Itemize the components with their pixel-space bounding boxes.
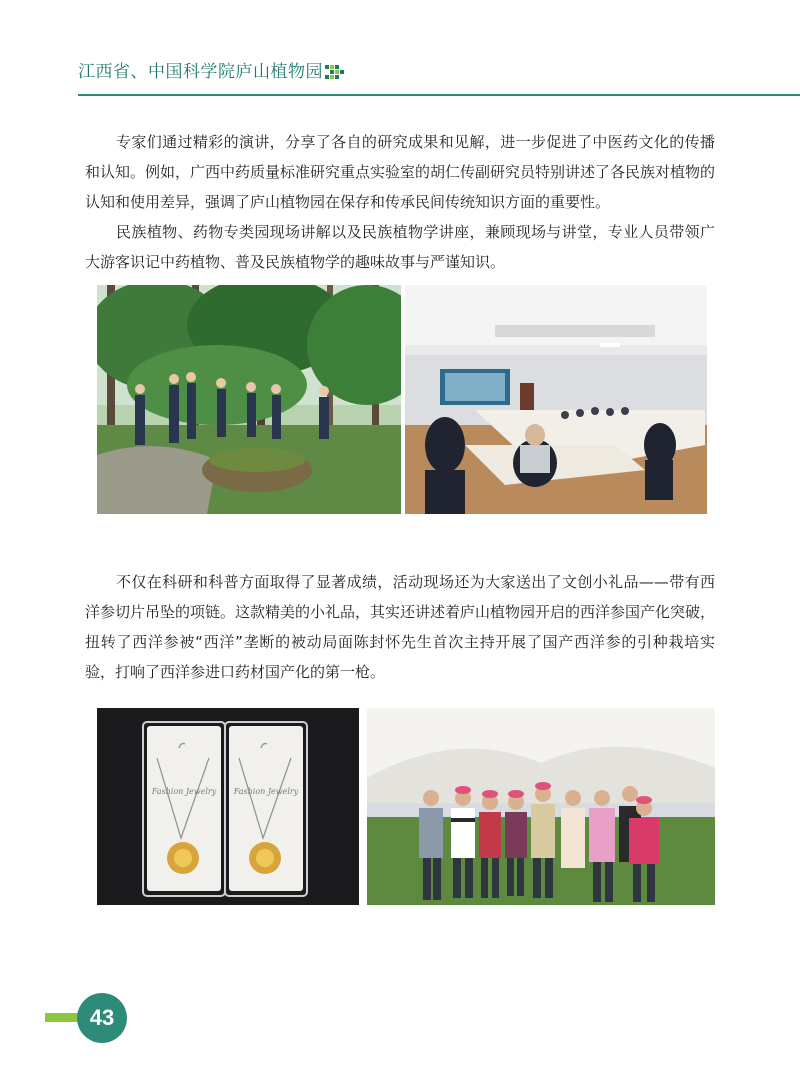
header-title: 江西省、中国科学院庐山植物园 (78, 62, 323, 82)
body-paragraph-3: 不仅在科研和科普方面取得了显著成绩，活动现场还为大家送出了文创小礼品——带有西洋参切片吊坠的项链。这款精美的小礼品，其实还讲述着庐山植物园开启的西洋参国产化突破，扭转了西洋参被“西洋”垄断的被动局面陈封怀先生首次主持开展了国产西洋参的引种栽培实验，打响了西洋参进口药材国产化的第一枪。 (85, 573, 716, 681)
header-divider (78, 94, 800, 96)
pendant-card-label: Fashion Jewelry (151, 787, 217, 796)
chevron-pattern-icon (325, 63, 347, 81)
photo-garden-tour (97, 285, 401, 514)
page-number: 43 (77, 993, 127, 1043)
pendant-card-label: Fashion Jewelry (233, 787, 299, 796)
photo-pendant-necklaces (97, 708, 359, 905)
body-paragraph-2: 民族植物、药物专类园现场讲解以及民族植物学讲座，兼顾现场与讲堂，专业人员带领广大游客识记中药植物、普及民族植物学的趣味故事与严谨知识。 (85, 223, 715, 271)
photo-group-tent (367, 708, 715, 905)
photo-lecture-room (405, 285, 707, 514)
body-paragraph-1: 专家们通过精彩的演讲，分享了各自的研究成果和见解，进一步促进了中医药文化的传播和认知。例如，广西中药质量标准研究重点实验室的胡仁传副研究员特别讲述了各民族对植物的认知和使用差异，强调了庐山植物园在保存和传承民间传统知识方面的重要性。 (85, 133, 716, 211)
